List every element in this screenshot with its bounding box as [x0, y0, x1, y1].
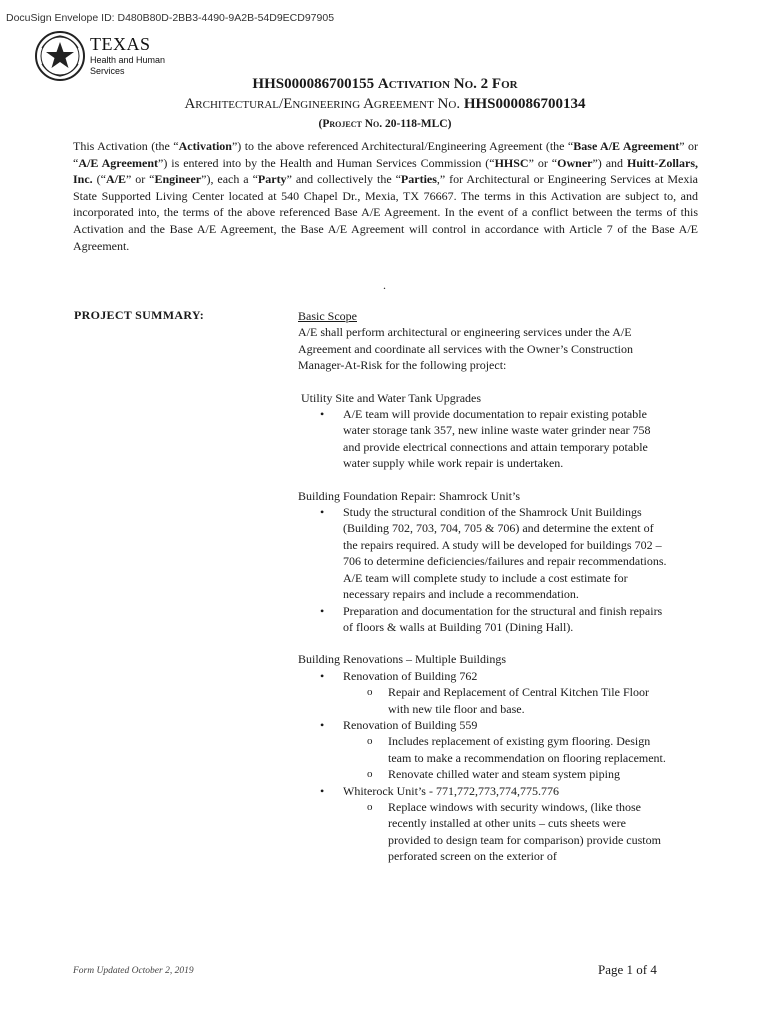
- intro-paragraph: [73, 138, 698, 254]
- intro-text: ”) and: [592, 155, 627, 170]
- term-hhsc: HHSC: [494, 155, 529, 170]
- logo-line-2: Services: [90, 65, 125, 76]
- term-ae-agreement: A/E Agreement: [78, 155, 159, 170]
- basic-scope-text: A/E shall perform architectural or engineering services under the A/E Agreement and coordinate all services with the Owner’s Construction Manager-At-Risk for the following project:: [298, 325, 634, 373]
- list-item: • Whiterock Unit’s - 771,772,773,774,775.776: [298, 783, 668, 799]
- logo-line-1: Health and Human: [90, 55, 166, 65]
- document-title-line-2: [0, 96, 770, 113]
- list-item: • A/E team will provide documentation to repair existing potable water storage tank 357, new inline waste water grinder near 758 and provide electrical connections and attain temporary potable water supply while work repair is undertaken.: [298, 406, 668, 472]
- intro-text: ” and collectively the “: [286, 172, 401, 187]
- page-number: Page 1 of 4: [598, 962, 657, 977]
- term-activation: Activation: [178, 139, 232, 153]
- document-title-line-1: [0, 76, 770, 93]
- agreement-label: Architectural/Engineering Agreement No.: [184, 96, 461, 112]
- term-parties: Parties: [400, 172, 437, 187]
- renovations-list: [298, 668, 668, 865]
- docusign-envelope-id: DocuSign Envelope ID: D480B80D-2BB3-4490-9A2B-54D9ECD97905: [6, 12, 335, 24]
- renovations-heading: Building Renovations – Multiple Buildings: [298, 652, 507, 667]
- intro-text: ” or “: [528, 155, 558, 170]
- utility-list: [298, 406, 668, 472]
- list-item: • Renovation of Building 762: [298, 668, 668, 684]
- utility-heading: Utility Site and Water Tank Upgrades: [301, 390, 482, 405]
- intro-text: ”) is entered into by the Health and Human Services Commission (“: [158, 155, 495, 170]
- activation-label: Activation No. 2 For: [377, 76, 518, 92]
- term-ae: A/E: [105, 172, 126, 187]
- foundation-heading: Building Foundation Repair: Shamrock Unit’s: [298, 488, 520, 503]
- term-owner: Owner: [557, 155, 593, 170]
- term-engineer: Engineer: [154, 172, 202, 187]
- logo-subtitle: [90, 55, 180, 76]
- intro-text: (“: [92, 172, 106, 187]
- list-item: • Renovation of Building 559: [298, 717, 668, 733]
- project-summary-content: [298, 308, 668, 865]
- list-item: • Study the structural condition of the Shamrock Unit Buildings (Building 702, 703, 704, 705 & 706) and determine the extent of the repairs required. A study will be developed for buildings 702 – 706 to determine deficiencies/failures and repair recommendations. A/E team will complete study to include a cost estimate for necessary repairs and include a recommendation.: [298, 504, 668, 602]
- sub-list-item: o Includes replacement of existing gym flooring. Design team to make a recommendation on flooring replacement.: [298, 733, 668, 766]
- sub-list-item: o Replace windows with security windows, (like those recently installed at other units – cuts sheets were provided to design team for comparison) provide custom perforated screen on the exterior of: [298, 799, 668, 865]
- intro-text: ” or “: [73, 139, 698, 170]
- intro-text: ”), each a “: [201, 172, 258, 187]
- agreement-number: HHS000086700134: [463, 96, 586, 112]
- intro-text: ”) to the above referenced Architectural/Engineering Agreement (the “: [231, 139, 574, 153]
- sub-list-item: o Repair and Replacement of Central Kitchen Tile Floor with new tile floor and base.: [298, 684, 668, 717]
- activation-number: HHS000086700155: [252, 76, 375, 92]
- texas-seal-icon: [34, 30, 86, 82]
- logo-texas-word: TEXAS: [90, 34, 151, 54]
- foundation-list: [298, 504, 668, 635]
- intro-text: ,” for Architectural or Engineering Services at Mexia State Supported Living Center located at 540 Chapel Dr., Mexia, TX 76667. The terms in this Activation are subject to, and incorporated into, the terms of the above referenced Base A/E Agreement. In the event of a conflict between the terms of this Activation and the Base A/E Agreement, the Base A/E Agreement will control in accordance with Article 7 of the Base A/E Agreement.: [73, 172, 699, 253]
- term-huitt-zollars: Huitt-Zollars, Inc.: [73, 155, 698, 187]
- project-number: (Project No. 20-118-MLC): [318, 118, 452, 130]
- sub-list-item: o Renovate chilled water and steam system piping: [298, 766, 668, 782]
- list-item: • Preparation and documentation for the structural and finish repairs of floors & walls at Building 701 (Dining Hall).: [298, 603, 668, 636]
- term-base-ae-agreement: Base A/E Agreement: [573, 139, 680, 153]
- hhs-logo: [34, 30, 174, 82]
- project-summary-label: PROJECT SUMMARY:: [74, 308, 205, 322]
- term-party: Party: [257, 172, 287, 187]
- intro-text: This Activation (the “: [73, 139, 179, 153]
- form-updated-note: Form Updated October 2, 2019: [73, 966, 194, 976]
- intro-text: ” or “: [125, 172, 155, 187]
- separator-dot: .: [383, 278, 386, 292]
- basic-scope-heading: Basic Scope: [298, 309, 357, 323]
